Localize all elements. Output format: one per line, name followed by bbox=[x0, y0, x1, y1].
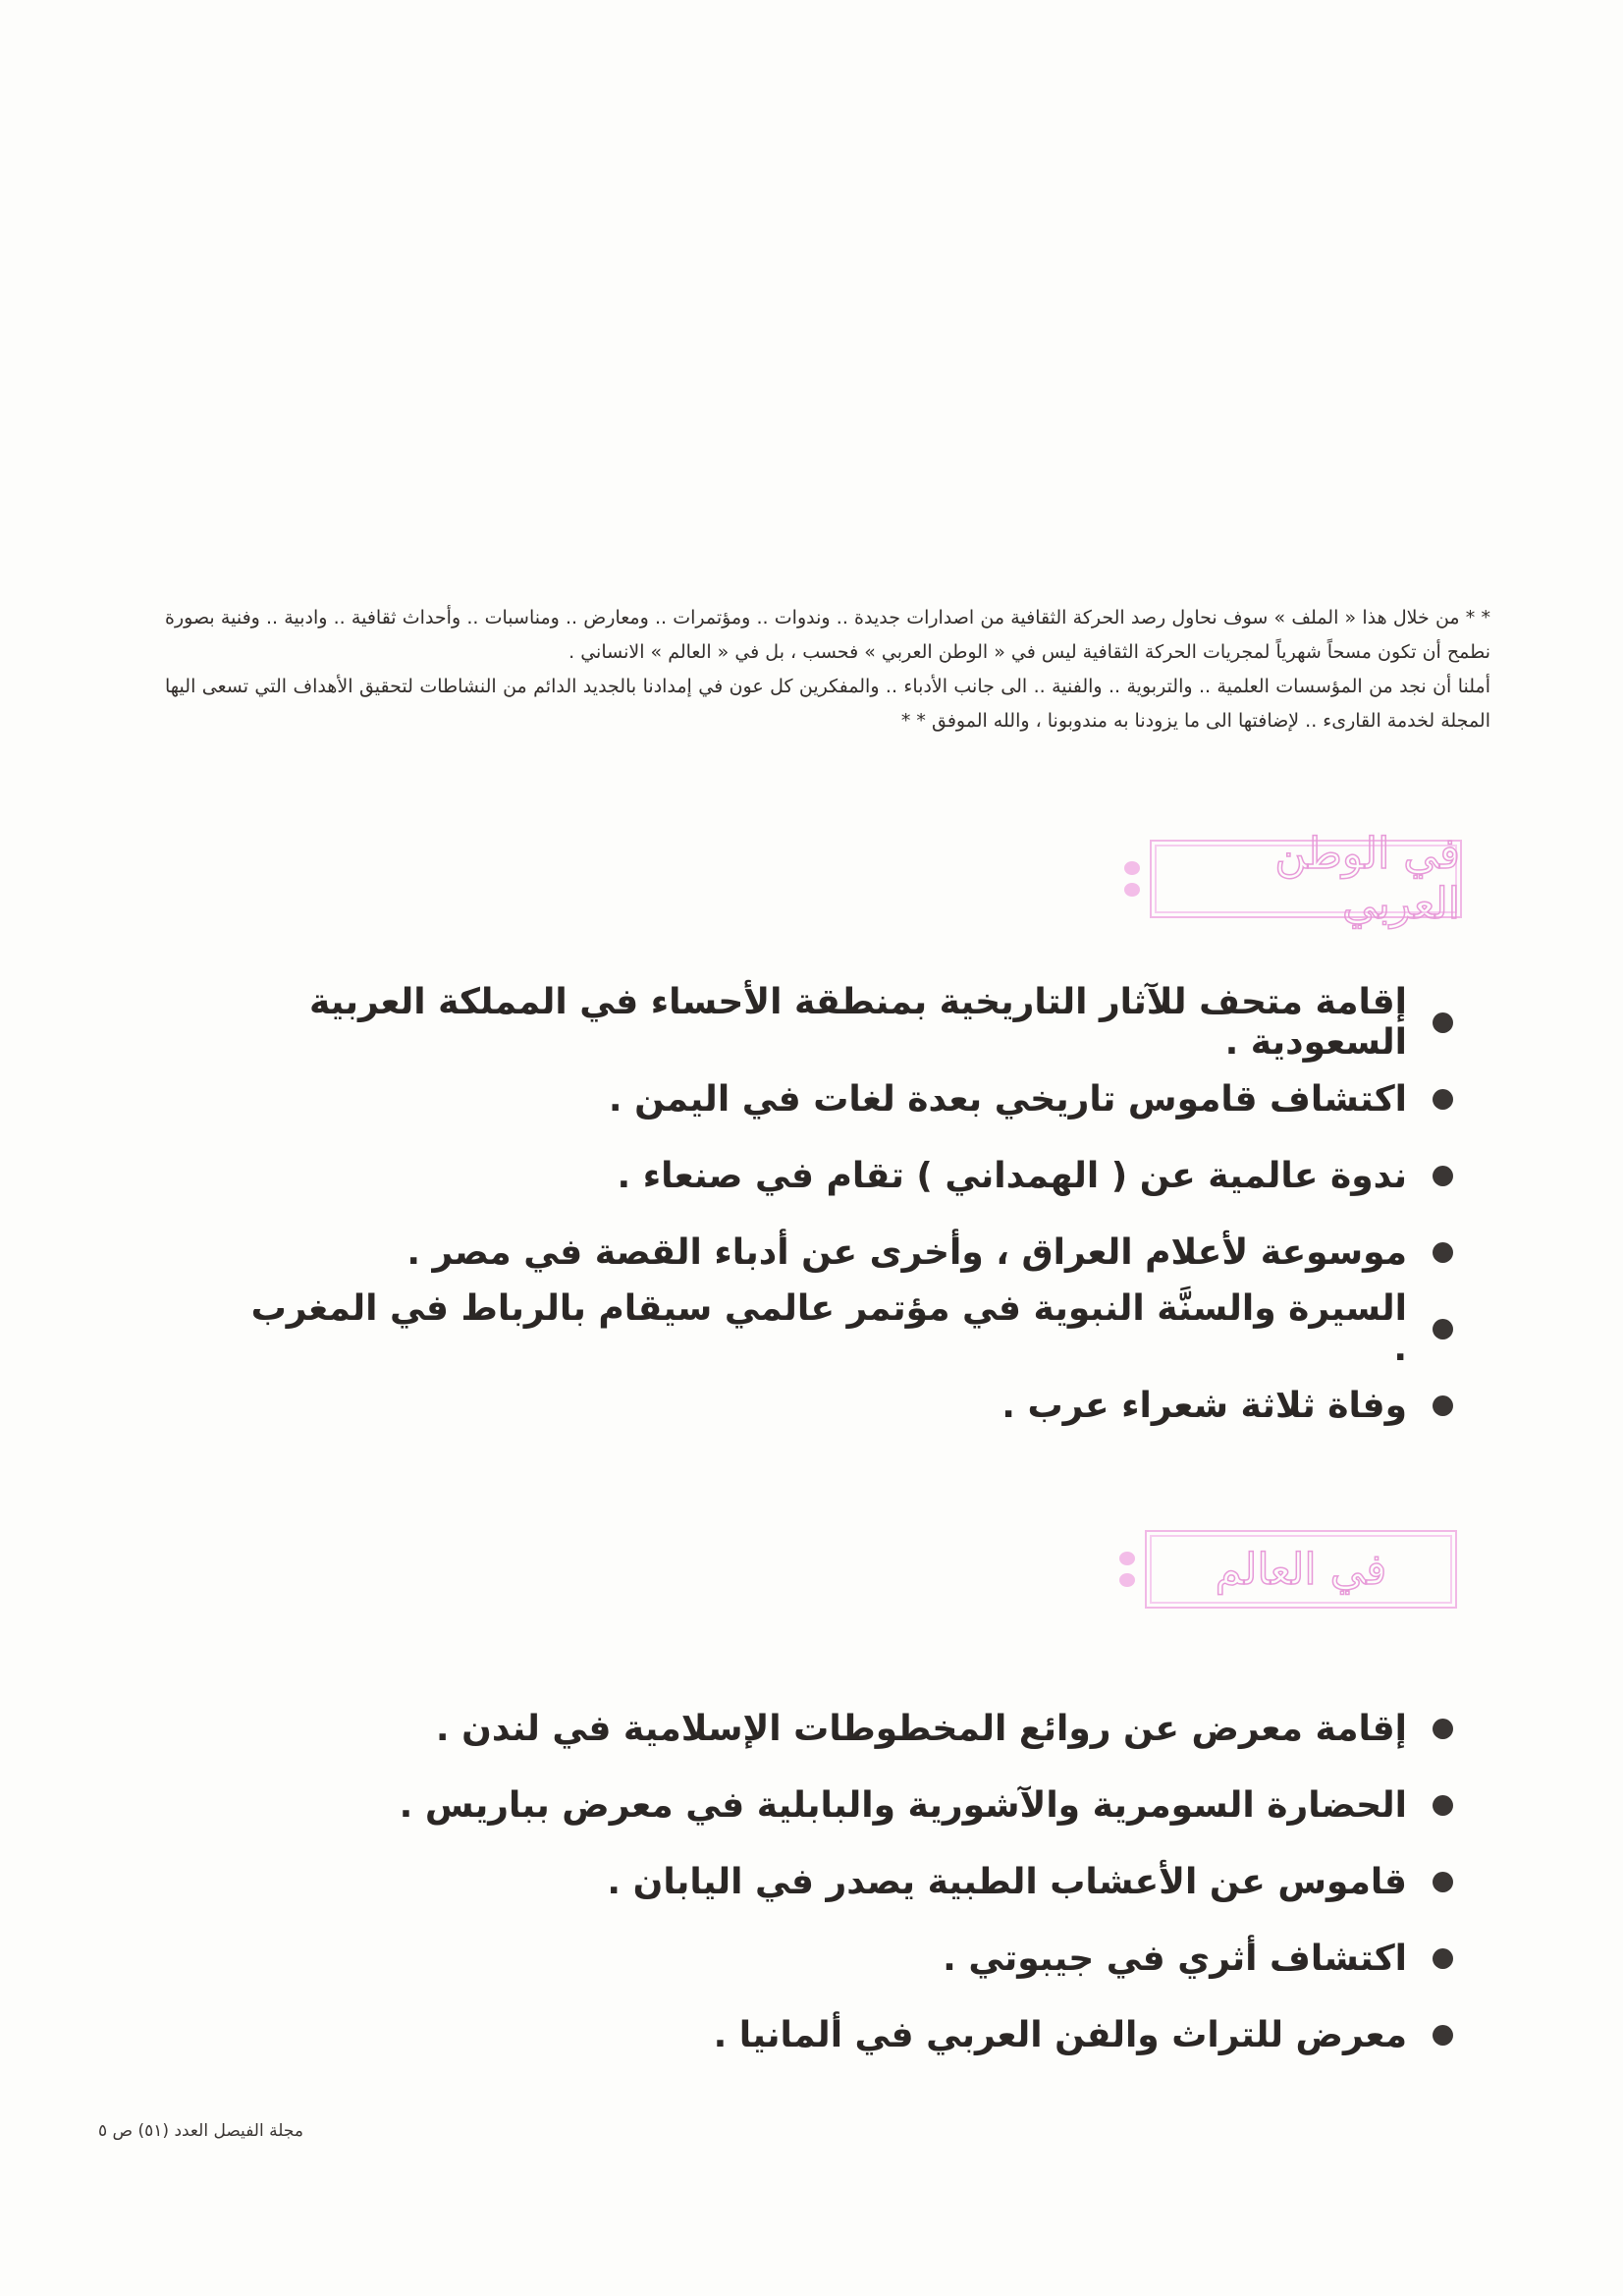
bullet-icon bbox=[1433, 1089, 1453, 1110]
page-footer: مجلة الفيصل العدد (٥١) ص ٥ bbox=[98, 2121, 303, 2141]
list-item-text: اكتشاف قاموس تاريخي بعدة لغات في اليمن . bbox=[608, 1078, 1407, 1120]
list-item-text: اكتشاف أثري في جيبوتي . bbox=[943, 1938, 1407, 1979]
list-item bbox=[226, 1920, 1453, 1996]
list-item bbox=[226, 1843, 1453, 1920]
bullet-icon bbox=[1433, 1872, 1453, 1892]
section-title-box bbox=[1150, 829, 1462, 929]
bullet-icon bbox=[1433, 1242, 1453, 1263]
section-header-arab-world bbox=[1124, 829, 1462, 929]
section-title: في العالم bbox=[1215, 1544, 1387, 1595]
news-list-arab-world bbox=[226, 984, 1453, 1444]
colon-ornament bbox=[1119, 1552, 1135, 1587]
list-item bbox=[226, 1061, 1453, 1137]
list-item-text: موسوعة لأعلام العراق ، وأخرى عن أدباء القصة في مصر . bbox=[406, 1231, 1407, 1273]
list-item bbox=[226, 1767, 1453, 1843]
bullet-icon bbox=[1433, 1719, 1453, 1739]
section-title: في الوطن العربي bbox=[1274, 829, 1460, 929]
intro-paragraph: * * من خلال هذا « الملف » سوف نحاول رصد الحركة الثقافية من اصدارات جديدة .. وندوات .. ومؤتمرات .. ومعارض .. ومناسبات .. وأحداث ثقافية .. وادبية .. وفنية بصورة نطمح أن تكون مسحاً شهرياً لمجريات الحركة الثقافية ليس في « الوطن العربي » فحسب ، بل في « العالم » الانساني . bbox=[165, 607, 1490, 663]
bullet-icon bbox=[1433, 1948, 1453, 1969]
list-item-text: قاموس عن الأعشاب الطبية يصدر في اليابان . bbox=[607, 1861, 1407, 1902]
list-item-text: وفاة ثلاثة شعراء عرب . bbox=[1001, 1385, 1407, 1426]
list-item bbox=[226, 1367, 1453, 1444]
list-item bbox=[226, 1214, 1453, 1290]
list-item bbox=[226, 1690, 1453, 1767]
bullet-icon bbox=[1433, 2025, 1453, 2046]
colon-ornament bbox=[1124, 861, 1140, 897]
list-item-text: إقامة معرض عن روائع المخطوطات الإسلامية في لندن . bbox=[435, 1708, 1407, 1749]
list-item bbox=[226, 1996, 1453, 2073]
bullet-icon bbox=[1433, 1795, 1453, 1816]
news-list-world bbox=[226, 1690, 1453, 2073]
section-header-world bbox=[1119, 1530, 1457, 1609]
list-item bbox=[226, 1137, 1453, 1214]
bullet-icon bbox=[1433, 1395, 1453, 1416]
list-item-text: معرض للتراث والفن العربي في ألمانيا . bbox=[713, 2014, 1407, 2055]
list-item-text: الحضارة السومرية والآشورية والبابلية في معرض بباريس . bbox=[399, 1784, 1407, 1826]
list-item-text: ندوة عالمية عن ( الهمداني ) تقام في صنعاء . bbox=[617, 1155, 1407, 1196]
bullet-icon bbox=[1433, 1012, 1453, 1033]
list-item bbox=[226, 1290, 1453, 1367]
list-item-text: السيرة والسنَّة النبوية في مؤتمر عالمي سيقام بالرباط في المغرب . bbox=[250, 1288, 1407, 1369]
intro-paragraph: أملنا أن نجد من المؤسسات العلمية .. والتربوية .. والفنية .. الى جانب الأدباء .. والمفكرين كل عون في إمدادنا بالجديد الدائم من النشاطات لتحقيق الأهداف التي تسعى اليها المجلة لخدمة القارىء .. لإضافتها الى ما يزودنا به مندوبونا ، والله الموفق * * bbox=[165, 676, 1490, 732]
intro-text bbox=[165, 601, 1490, 738]
section-title-box bbox=[1145, 1530, 1457, 1609]
list-item bbox=[226, 984, 1453, 1061]
bullet-icon bbox=[1433, 1166, 1453, 1186]
bullet-icon bbox=[1433, 1319, 1453, 1339]
list-item-text: إقامة متحف للآثار التاريخية بمنطقة الأحساء في المملكة العربية السعودية . bbox=[308, 982, 1407, 1063]
